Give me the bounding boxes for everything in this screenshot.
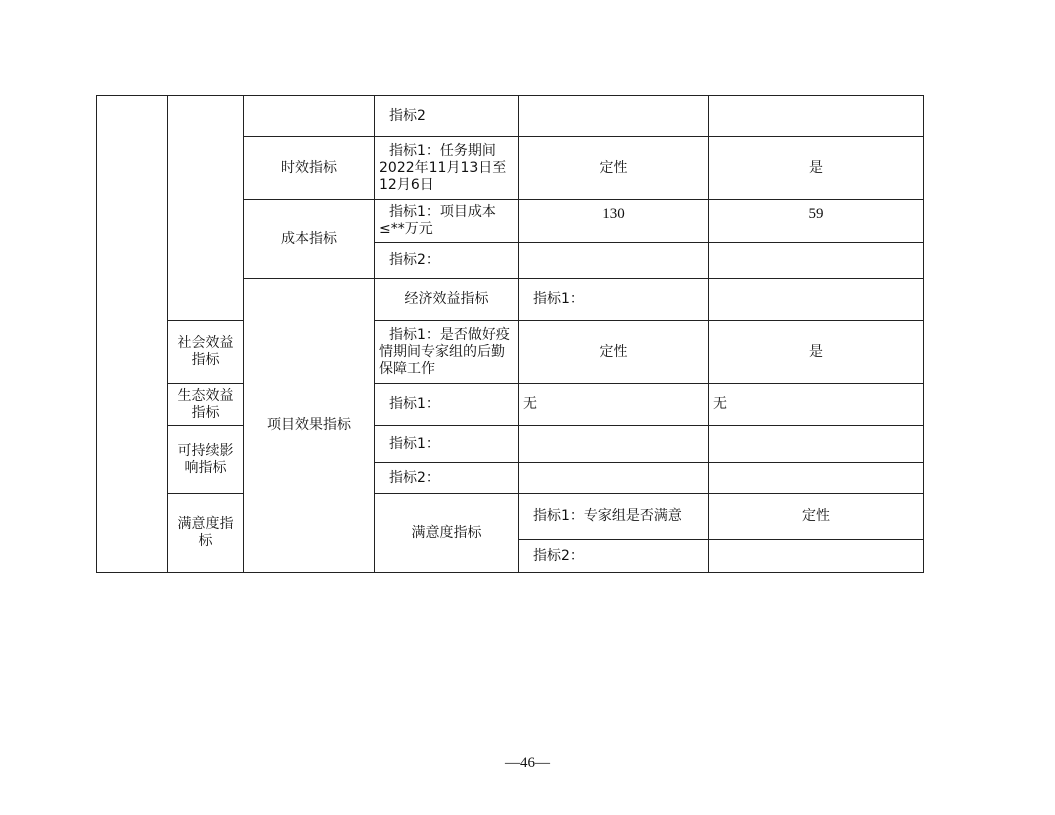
first-level-column-cell xyxy=(97,96,168,573)
satisfaction-indicator: 指标1：专家组是否满意 xyxy=(519,494,709,540)
ecological-actual: 无 xyxy=(709,384,924,426)
sustainable-indicator-2: 指标2： xyxy=(375,463,519,494)
economic-indicator: 指标1： xyxy=(519,279,709,321)
satisfaction-category: 满意度指标 xyxy=(375,494,519,573)
satisfaction-target: 定性 xyxy=(709,494,924,540)
cost-category: 成本指标 xyxy=(244,200,375,279)
timeliness-indicator: 指标1：任务期间2022年11月13日至12月6日 xyxy=(375,137,519,200)
satisfaction-indicator-2: 指标2： xyxy=(519,540,709,573)
indicator-cell: 指标2 xyxy=(375,96,519,137)
second-level-cell-output xyxy=(168,96,244,321)
table-row xyxy=(97,321,924,384)
table-row xyxy=(97,494,924,540)
cost-actual: 59 xyxy=(709,200,924,243)
actual-value-cell xyxy=(709,426,924,463)
cost-indicator: 指标1：项目成本≤**万元 xyxy=(375,200,519,243)
page-number: —46— xyxy=(505,755,550,771)
table-row xyxy=(97,384,924,426)
ecological-category: 生态效益指标 xyxy=(168,384,244,426)
timeliness-target: 定性 xyxy=(519,137,709,200)
ecological-indicator: 指标1： xyxy=(375,384,519,426)
sustainable-category: 可持续影响指标 xyxy=(168,426,244,494)
actual-value-cell xyxy=(709,463,924,494)
social-actual: 是 xyxy=(709,321,924,384)
actual-value-cell xyxy=(709,96,924,137)
table-row xyxy=(97,426,924,463)
timeliness-category: 时效指标 xyxy=(244,137,375,200)
cost-target: 130 xyxy=(519,200,709,243)
target-value-cell xyxy=(519,96,709,137)
economic-category: 经济效益指标 xyxy=(375,279,519,321)
social-target: 定性 xyxy=(519,321,709,384)
target-value-cell xyxy=(709,279,924,321)
sustainable-indicator: 指标1： xyxy=(375,426,519,463)
effect-group-cell: 项目效果指标 xyxy=(244,279,375,573)
social-indicator: 指标1：是否做好疫情期间专家组的后勤保障工作 xyxy=(375,321,519,384)
target-value-cell xyxy=(519,243,709,279)
social-category: 社会效益指标 xyxy=(168,321,244,384)
target-value-cell xyxy=(519,426,709,463)
target-value-cell xyxy=(519,463,709,494)
table-row xyxy=(97,96,924,137)
timeliness-actual: 是 xyxy=(709,137,924,200)
third-level-cell-empty xyxy=(244,96,375,137)
actual-value-cell xyxy=(709,243,924,279)
cost-indicator-2: 指标2： xyxy=(375,243,519,279)
target-value-cell xyxy=(709,540,924,573)
performance-indicator-table xyxy=(96,95,924,573)
ecological-target: 无 xyxy=(519,384,709,426)
satisfaction-group-cell: 满意度指标 xyxy=(168,494,244,573)
